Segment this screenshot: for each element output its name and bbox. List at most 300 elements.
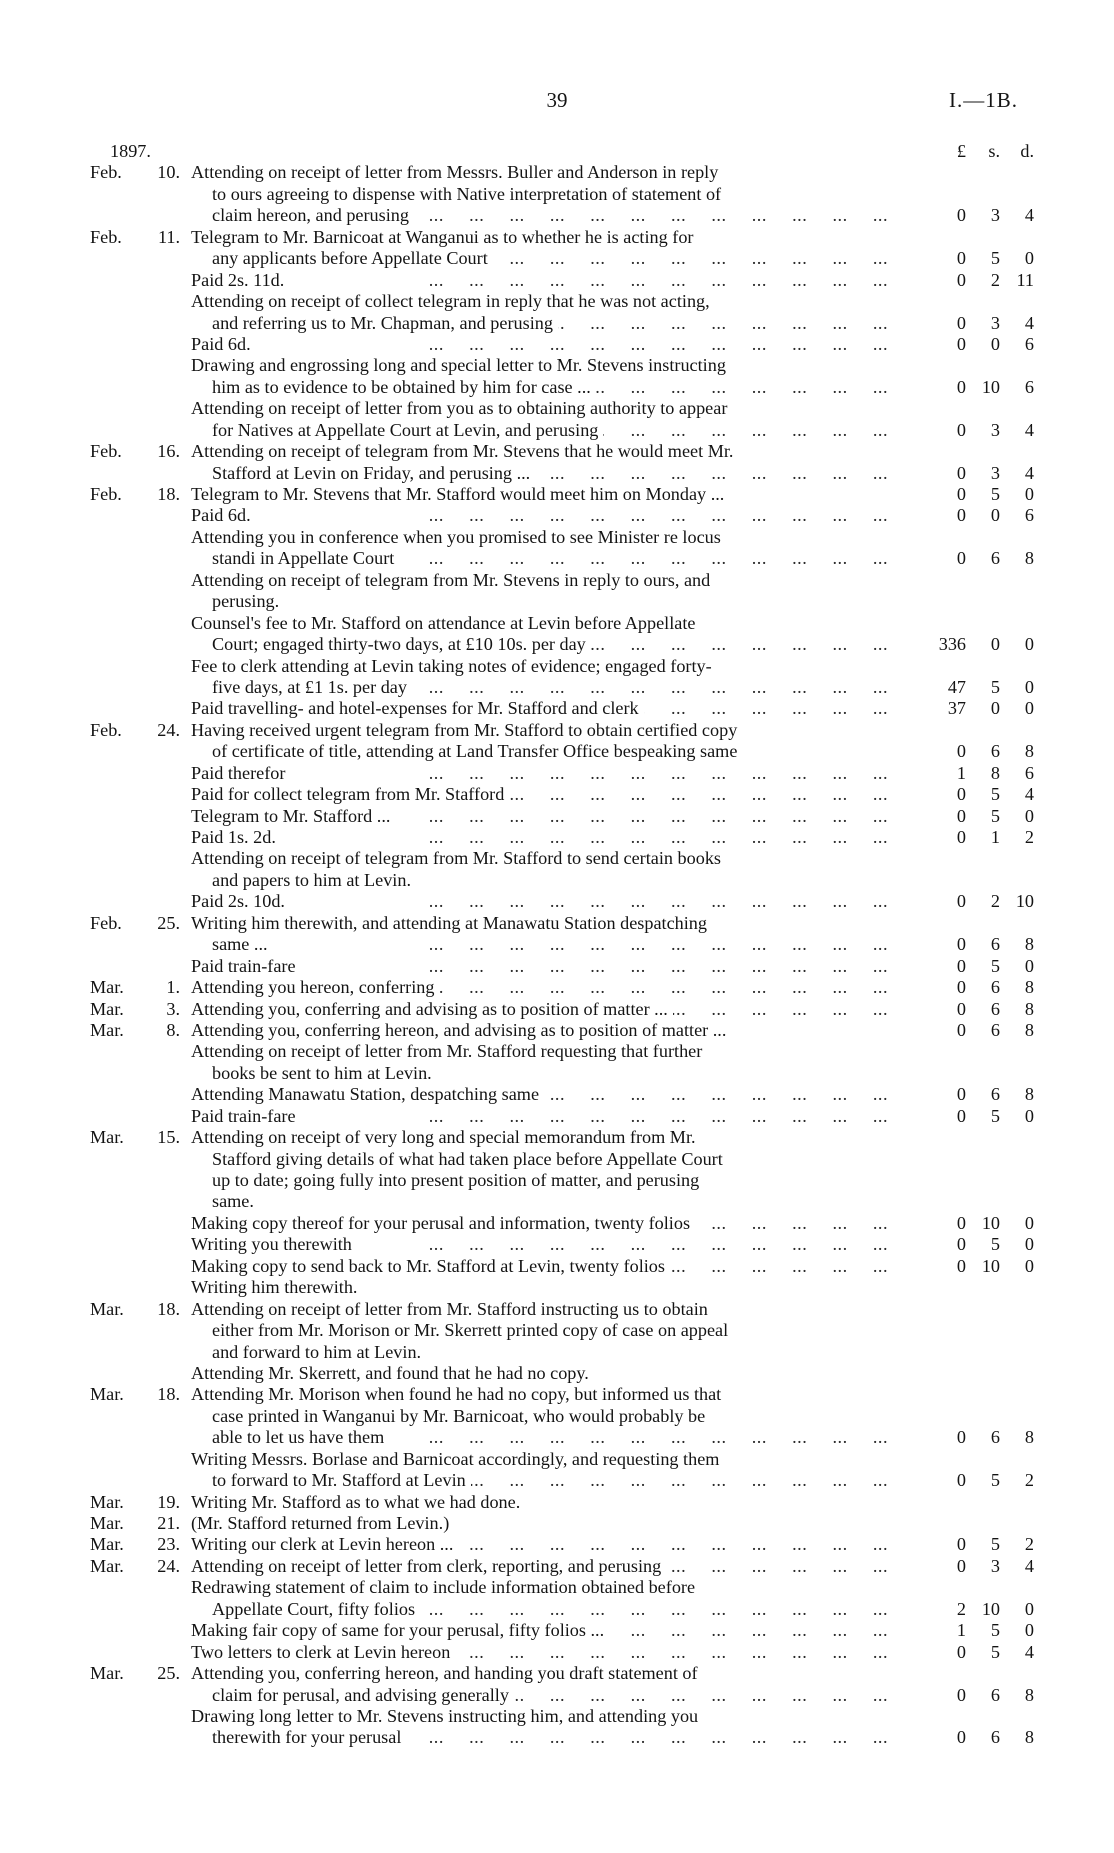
entry-description-text: Attending on receipt of telegram from Mr. Stafford to send certain books [191,848,726,868]
ledger-entry-row [0,1213,1114,1234]
amount-shillings: 6 [990,977,1000,998]
amount-shillings: 5 [990,1105,1000,1126]
amount-pounds: 0 [956,977,966,998]
ledger-entry-row [0,248,1114,269]
amount-shillings: 5 [990,955,1000,976]
entry-description [212,377,888,398]
amount-shillings: 3 [990,419,1000,440]
entry-description-text: and referring us to Mr. Chapman, and perusing [212,313,558,333]
ledger-entry-row [0,162,1114,183]
amount-pounds: 0 [956,333,966,354]
entry-description [212,870,888,891]
amount-pence: 0 [1024,805,1034,826]
entry-day: 16. [157,441,180,462]
entry-description [191,1084,888,1105]
entry-month: Mar. [90,1127,124,1148]
amount-shillings: 6 [990,1684,1000,1705]
ledger-entry-row [0,1406,1114,1427]
entry-description [191,1384,888,1405]
entry-description-text: of certificate of title, attending at Land Transfer Office bespeaking same [212,741,742,761]
entry-description-text: up to date; going fully into present position of matter, and perusing [212,1170,704,1190]
ledger-entry-row [0,1342,1114,1363]
amount-pounds: 47 [947,676,966,697]
entry-description [212,1191,888,1212]
amount-shillings: 5 [990,248,1000,269]
entry-day: 21. [157,1513,180,1533]
ledger-entry-row [0,891,1114,912]
entry-description [191,1449,888,1470]
entry-description [212,1170,888,1191]
ledger-entry-row [0,291,1114,312]
entry-description [212,1470,888,1491]
entry-description-text: case printed in Wanganui by Mr. Barnicoat, who would probably be [212,1406,710,1426]
entry-description-text: standi in Appellate Court [212,548,399,568]
entry-description [191,613,888,634]
ledger-entry-row [0,1256,1114,1277]
entry-description [191,1556,888,1577]
amount-pence: 10 [1015,891,1034,912]
entry-description [212,677,888,698]
amount-pence: 0 [1024,955,1034,976]
amount-shillings: 3 [990,462,1000,483]
entry-description-text: Telegram to Mr. Stafford ... [191,806,395,826]
amount-pence: 2 [1024,1534,1034,1555]
ledger-entry-row [0,827,1114,848]
amount-shillings: 6 [990,998,1000,1019]
entry-description [212,1427,888,1448]
entry-description [212,1599,888,1620]
amount-shillings: 5 [990,484,1000,504]
entry-month: Mar. [90,977,124,998]
entry-description [191,806,888,827]
amount-pence: 0 [1024,698,1034,719]
ledger-entry-row [0,1170,1114,1191]
amount-pounds: 0 [956,1212,966,1233]
ledger-entry-row [0,1020,1114,1041]
entry-description-text: claim hereon, and perusing [212,205,414,225]
ledger-entry-row [0,1299,1114,1320]
ledger-entry-row [0,870,1114,891]
entry-date [90,1384,186,1405]
entry-day: 3. [166,998,180,1019]
amount-pounds: 0 [956,805,966,826]
ledger-entry-row [0,656,1114,677]
entry-description [191,398,888,419]
amount-pounds: 0 [956,827,966,847]
ledger-entry-row [0,1191,1114,1212]
entry-description-text: Attending on receipt of telegram from Mr. Stevens in reply to ours, and [191,570,715,590]
entry-month: Mar. [90,1534,124,1555]
entry-description-text: Paid train-fare [191,956,301,976]
entry-description [212,1685,888,1706]
amount-pence: 8 [1024,1019,1034,1040]
entry-description [191,334,888,355]
entry-description-text: Stafford at Levin on Friday, and perusing ... [212,463,535,483]
entry-description [191,891,888,912]
entry-month: Feb. [90,226,122,247]
entry-day: 25. [157,1663,180,1684]
ledger-entry-row [0,613,1114,634]
amount-shillings: 5 [990,1234,1000,1255]
entry-day: 15. [157,1127,180,1148]
entry-day: 24. [157,1555,180,1576]
entry-description-text: to ours agreeing to dispense with Native interpretation of statement of [212,184,726,204]
amount-shillings: 6 [990,741,1000,762]
amount-pounds: 0 [956,269,966,290]
entry-month: Mar. [90,1298,124,1319]
entry-day: 19. [157,1491,180,1512]
entry-day: 23. [157,1534,180,1555]
ledger-entry-row [0,1685,1114,1706]
pence-header: d. [1020,141,1034,161]
ledger-entry-row [0,505,1114,526]
ledger-entry-row [0,934,1114,955]
entry-description-text: Telegram to Mr. Barnicoat at Wanganui as to whether he is acting for [191,227,698,247]
amount-pounds: 0 [956,784,966,805]
ledger-entry-row [0,848,1114,869]
amount-shillings: 10 [981,1255,1000,1276]
amount-shillings: 3 [990,205,1000,226]
entry-description-text: Attending on receipt of letter from Mr. Stafford instructing us to obtain [191,1299,713,1319]
amount-pounds: 0 [956,998,966,1019]
ledger-entry-row [0,398,1114,419]
amount-pence: 8 [1024,934,1034,955]
entry-description-text: either from Mr. Morison or Mr. Skerrett printed copy of case on appeal [212,1320,733,1340]
ledger-entry-row [0,484,1114,505]
ledger-entry-row [0,570,1114,591]
ledger-entry-row [0,1599,1114,1620]
entry-description [191,1577,888,1598]
ledger-entry-row [0,1556,1114,1577]
amount-pence: 8 [1024,1684,1034,1705]
entry-description-text: any applicants before Appellate Court [212,248,493,268]
amount-pence: 6 [1024,505,1034,526]
entry-description [212,1063,888,1084]
entry-description [191,720,888,741]
entry-description-text: Court; engaged thirty-two days, at £10 10s. per day [212,634,591,654]
entry-description [191,848,888,869]
ledger-entry-row [0,1706,1114,1727]
entry-description [191,1620,888,1641]
entry-date [90,1663,186,1684]
entry-description [212,634,888,655]
entry-description [212,313,888,334]
ledger-entry-row [0,1642,1114,1663]
amount-pounds: 0 [956,1470,966,1491]
entry-description [191,1513,888,1534]
amount-pence: 0 [1024,1255,1034,1276]
entry-date [90,977,186,998]
amount-pence: 0 [1024,1105,1034,1126]
entry-description [191,527,888,548]
amount-pounds: 0 [956,1641,966,1662]
ledger-entry-row [0,677,1114,698]
ledger-entry-row [0,720,1114,741]
entry-description-text: Making copy to send back to Mr. Stafford at Levin, twenty folios [191,1256,670,1276]
entry-description [212,248,888,269]
ledger-entry-row [0,1063,1114,1084]
amount-shillings: 3 [990,312,1000,333]
entry-description [191,1256,888,1277]
ledger-entry-row [0,591,1114,612]
ledger-entry-row [0,548,1114,569]
entry-description-text: and papers to him at Levin. [212,870,416,890]
entry-description-text: Paid for collect telegram from Mr. Stafford [191,784,509,804]
ledger [0,141,1114,1749]
amount-pounds: 0 [956,462,966,483]
amount-shillings: 0 [990,698,1000,719]
entry-description-text: Attending you, conferring and advising as to position of matter ... [191,999,673,1019]
amount-shillings: 0 [990,505,1000,526]
entry-description [191,1363,888,1384]
amount-pounds: 0 [956,1727,966,1748]
entry-description [191,1106,888,1127]
entry-month: Mar. [90,1663,124,1684]
amount-pounds: 0 [956,376,966,397]
amount-pence: 8 [1024,1084,1034,1105]
amount-shillings: 10 [981,376,1000,397]
entry-description-text: claim for perusal, and advising generally [212,1685,514,1705]
entry-description [191,698,888,719]
ledger-entry-row [0,1106,1114,1127]
amount-pounds: 0 [956,891,966,912]
entry-description-text: Drawing and engrossing long and special letter to Mr. Stevens instructing [191,355,731,375]
ledger-entry-row [0,420,1114,441]
entry-description-text: to forward to Mr. Stafford at Levin [212,1470,471,1490]
amount-shillings: 5 [990,1620,1000,1641]
entry-description [191,1706,888,1727]
ledger-entry-row [0,334,1114,355]
amount-pence: 0 [1024,1598,1034,1619]
amount-shillings: 1 [990,827,1000,847]
amount-pounds: 0 [956,484,966,504]
ledger-entry-row [0,634,1114,655]
entry-month: Mar. [90,1555,124,1576]
entry-description-text: Stafford giving details of what had taken place before Appellate Court [212,1149,728,1169]
entry-description [191,1642,888,1663]
amount-pounds: 0 [956,1084,966,1105]
entry-date [90,441,186,462]
entry-month: Feb. [90,441,122,462]
entry-description [191,505,888,526]
ledger-entry-row [0,1041,1114,1062]
ledger-entry-row [0,1234,1114,1255]
entry-description-text: Writing our clerk at Levin hereon ... [191,1534,458,1554]
ledger-entry-row [0,1534,1114,1555]
entry-description-text: for Natives at Appellate Court at Levin, and perusing [212,420,603,440]
amount-pounds: 0 [956,248,966,269]
ledger-entry-row [0,1363,1114,1384]
amount-pence: 0 [1024,1620,1034,1641]
entry-description-text: Drawing long letter to Mr. Stevens instructing him, and attending you [191,1706,703,1726]
ledger-entry-row [0,1384,1114,1405]
entry-description [191,291,888,312]
amount-shillings: 6 [990,548,1000,569]
amount-pence: 0 [1024,634,1034,655]
entry-month: Mar. [90,1384,124,1405]
amount-pence: 8 [1024,548,1034,569]
entry-description-text: Writing Messrs. Borlase and Barnicoat accordingly, and requesting them [191,1449,724,1469]
amount-pence: 6 [1024,376,1034,397]
entry-description-text: Paid therefor [191,763,290,783]
amount-pounds: 0 [956,312,966,333]
amount-pounds: 0 [956,1255,966,1276]
entry-description [191,570,888,591]
entry-description [191,1234,888,1255]
entry-description-text: Appellate Court, fifty folios [212,1599,420,1619]
ledger-entry-row [0,1470,1114,1491]
entry-description-text: Attending you hereon, conferring [191,977,439,997]
entry-description-text: Attending on receipt of letter from you as to obtaining authority to appear [191,398,732,418]
amount-pounds: 336 [938,634,966,655]
ledger-entry-row [0,377,1114,398]
amount-pounds: 2 [956,1598,966,1619]
amount-pounds: 0 [956,1534,966,1555]
entry-date [90,1556,186,1577]
amount-pence: 11 [1016,269,1034,290]
entry-description [191,355,888,376]
entry-description [212,1406,888,1427]
entry-description-text: Fee to clerk attending at Levin taking notes of evidence; engaged forty- [191,656,717,676]
entry-description-text: Paid 2s. 10d. [191,891,290,911]
entry-month: Mar. [90,998,124,1019]
entry-description-text: Attending on receipt of very long and special memorandum from Mr. [191,1127,701,1147]
entry-description-text: Paid 1s. 2d. [191,827,281,847]
ledger-entry-row [0,741,1114,762]
amount-pence: 4 [1024,312,1034,333]
amount-pounds: 0 [956,741,966,762]
amount-pounds: 1 [956,762,966,783]
entry-day: 18. [157,1384,180,1405]
amount-shillings: 10 [981,1598,1000,1619]
entry-description-text: Attending you, conferring hereon, and advising as to position of matter ... [191,1020,731,1040]
entry-date [90,1299,186,1320]
ledger-entry-row [0,270,1114,291]
entry-description-text: Two letters to clerk at Levin hereon [191,1642,455,1662]
ledger-entry-row [0,355,1114,376]
entry-description [212,548,888,569]
ledger-entry-row [0,527,1114,548]
entry-month: Feb. [90,484,122,504]
entry-description [212,205,888,226]
entry-description [212,463,888,484]
entry-description [191,1041,888,1062]
ledger-entry-row [0,913,1114,934]
amount-pence: 4 [1024,419,1034,440]
amount-shillings: 6 [990,1427,1000,1448]
amount-pence: 4 [1024,205,1034,226]
entry-description-text: Attending on receipt of letter from clerk, reporting, and perusing [191,1556,666,1576]
amount-pence: 4 [1024,462,1034,483]
entry-date [90,1127,186,1148]
ledger-entry-row [0,1084,1114,1105]
entry-description [191,162,888,183]
entry-description-text: five days, at £1 1s. per day [212,677,412,697]
entry-day: 8. [166,1019,180,1040]
entry-description [212,1320,888,1341]
amount-shillings: 8 [990,762,1000,783]
amount-pence: 8 [1024,998,1034,1019]
amount-pence: 4 [1024,1555,1034,1576]
entry-description-text: Paid train-fare [191,1106,301,1126]
amount-pence: 2 [1024,827,1034,847]
ledger-entries [0,162,1114,1748]
amount-shillings: 5 [990,805,1000,826]
ledger-entry-row [0,977,1114,998]
entry-description [191,977,888,998]
amount-shillings: 10 [981,1212,1000,1233]
amount-shillings: 3 [990,1555,1000,1576]
amount-shillings: 6 [990,1019,1000,1040]
amount-shillings: 6 [990,1727,1000,1748]
year-header-row [0,141,1114,162]
ledger-entry-row [0,956,1114,977]
entry-description [191,1492,888,1513]
entry-description [212,934,888,955]
entry-description-text: Making copy thereof for your perusal and information, twenty folios [191,1213,695,1233]
entry-description-text: Making fair copy of same for your perusal, fifty folios ... [191,1620,609,1640]
ledger-entry-row [0,1449,1114,1470]
amount-shillings: 5 [990,676,1000,697]
amount-pounds: 0 [956,1234,966,1255]
entry-description [212,1727,888,1748]
entry-date [90,1513,186,1534]
amount-shillings: 5 [990,1470,1000,1491]
amount-pence: 8 [1024,1727,1034,1748]
entry-description [191,827,888,848]
entry-description-text: Telegram to Mr. Stevens that Mr. Stafford would meet him on Monday ... [191,484,729,504]
entry-description-text: Attending Manawatu Station, despatching same [191,1084,544,1104]
amount-shillings: 6 [990,934,1000,955]
amount-pence: 8 [1024,977,1034,998]
entry-month: Feb. [90,719,122,740]
amount-pounds: 0 [956,1684,966,1705]
amount-pence: 4 [1024,1641,1034,1662]
year-label: 1897. [110,141,151,161]
entry-date [90,1020,186,1041]
ledger-entry-row [0,463,1114,484]
entry-month: Mar. [90,1019,124,1040]
amount-shillings: 2 [990,269,1000,290]
entry-description [191,1020,888,1041]
entry-description [212,1342,888,1363]
entry-description [191,763,888,784]
entry-month: Mar. [90,1491,124,1512]
amount-pounds: 0 [956,548,966,569]
entry-description-text: Attending Mr. Morison when found he had no copy, but informed us that [191,1384,726,1404]
amount-pence: 0 [1024,484,1034,504]
entry-description-text: Writing him therewith, and attending at Manawatu Station despatching [191,913,712,933]
amount-pence: 8 [1024,741,1034,762]
entry-description [191,1127,888,1148]
amount-pounds: 0 [956,1427,966,1448]
ledger-entry-row [0,999,1114,1020]
entry-description [191,956,888,977]
amount-pounds: 0 [956,205,966,226]
entry-description-text: Counsel's fee to Mr. Stafford on attendance at Levin before Appellate [191,613,700,633]
amount-pounds: 0 [956,505,966,526]
entry-description-text: Attending Mr. Skerrett, and found that he had no copy. [191,1363,594,1383]
ledger-entry-row [0,1320,1114,1341]
entry-description-text: Attending on receipt of telegram from Mr. Stevens that he would meet Mr. [191,441,738,461]
entry-day: 10. [157,162,180,183]
amount-pence: 2 [1024,1470,1034,1491]
entry-description-text: Attending on receipt of letter from Messrs. Buller and Anderson in reply [191,162,723,182]
entry-description [191,1277,888,1298]
entry-description [212,741,888,762]
entry-description-text: and forward to him at Levin. [212,1342,426,1362]
ledger-entry-row [0,1727,1114,1748]
